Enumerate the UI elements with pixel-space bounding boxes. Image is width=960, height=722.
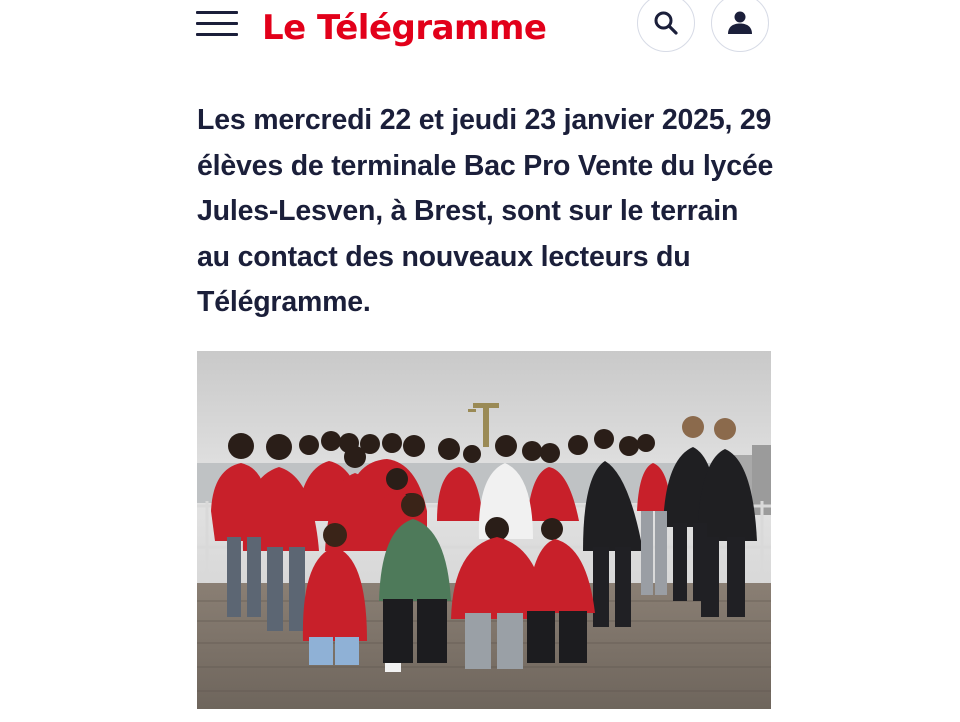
article-photo[interactable] xyxy=(197,351,771,709)
menu-button[interactable] xyxy=(196,8,240,42)
account-button[interactable] xyxy=(711,0,769,52)
user-account-icon xyxy=(726,9,754,37)
site-header xyxy=(0,0,960,62)
hamburger-menu-icon-bar xyxy=(196,33,238,36)
search-button[interactable] xyxy=(637,0,695,52)
search-icon xyxy=(653,10,679,36)
article-lead-paragraph: Les mercredi 22 et jeudi 23 janvier 2025, 29 élèves de terminale Bac Pro Vente du lycée Jules-Lesven, à Brest, sont sur le terrain au contact des nouveaux lecteurs du Télégramme. xyxy=(197,104,774,318)
hamburger-menu-icon-bar xyxy=(196,22,238,25)
site-logo[interactable]: Le Télégramme xyxy=(262,8,547,48)
hamburger-menu-icon xyxy=(196,11,238,14)
